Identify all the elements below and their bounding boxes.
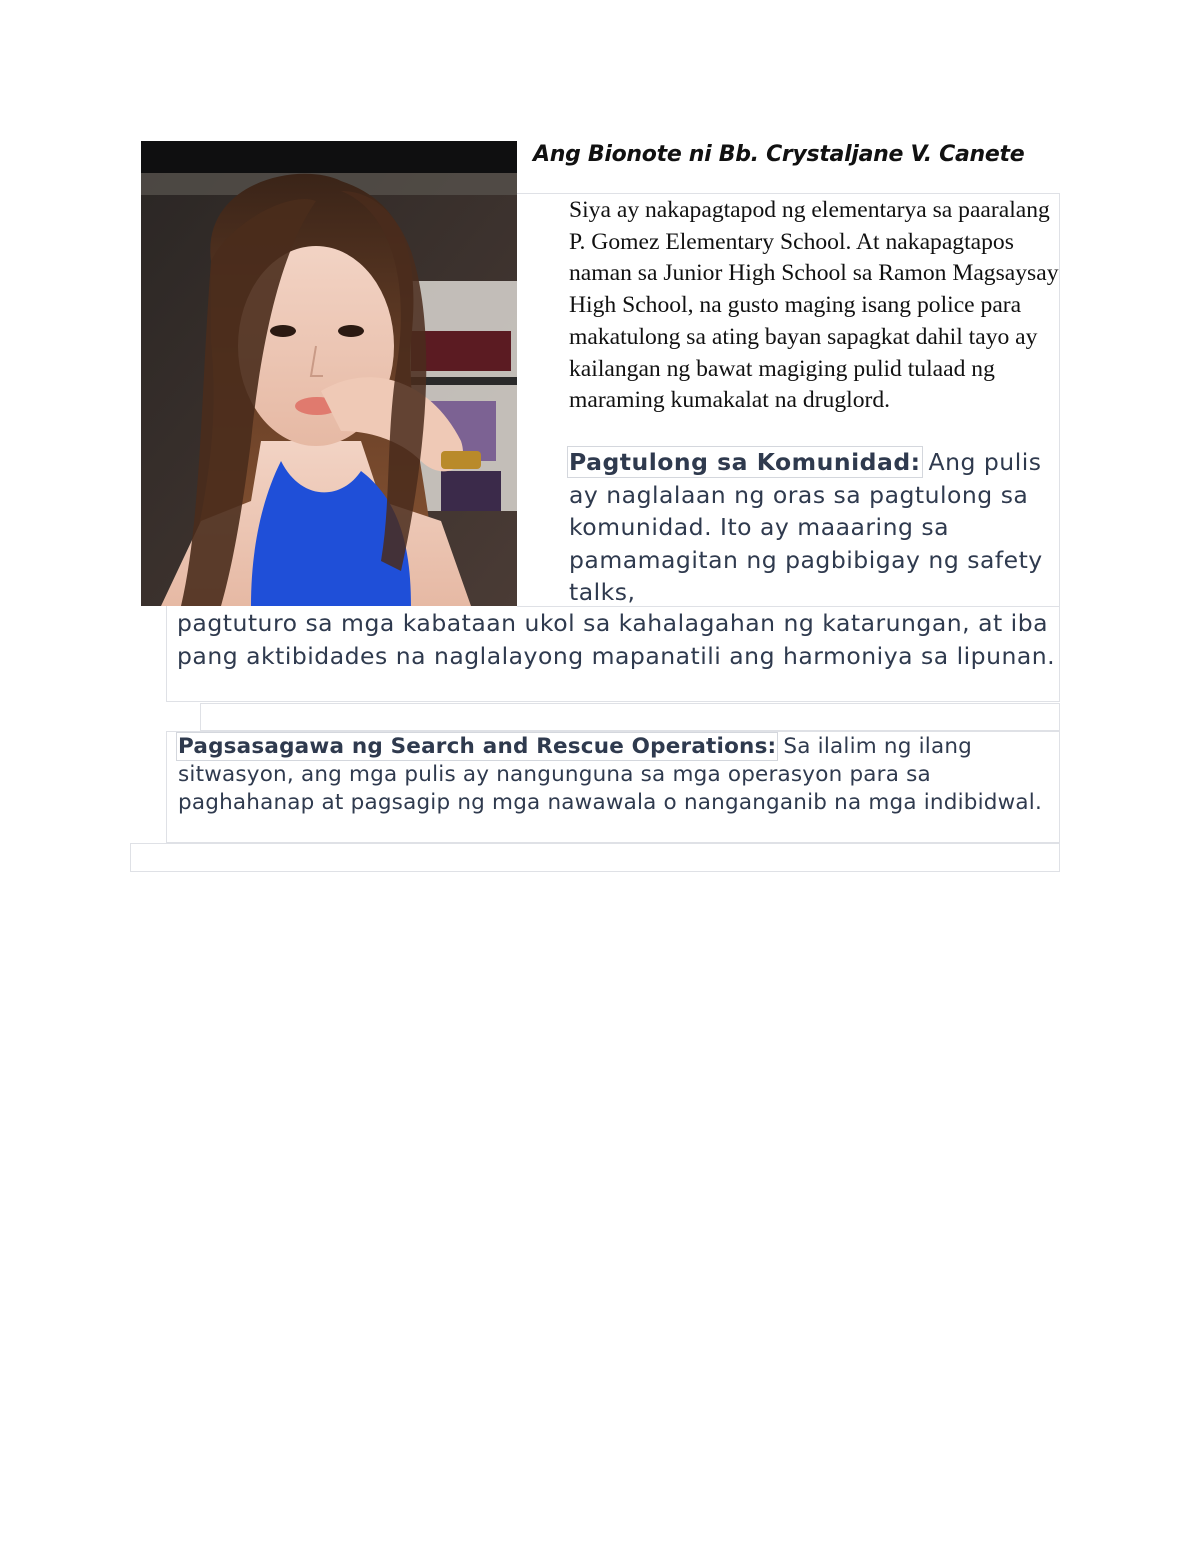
spacer-frame [200, 703, 1060, 731]
portrait-photo [141, 141, 517, 606]
community-section-top [569, 446, 1049, 609]
community-text-bottom: pagtuturo sa mga kabataan ukol sa kahalagahan ng katarungan, at iba pang aktibidades na naglalayong mapanatili ang harmoniya sa lipunan. [177, 609, 1056, 670]
community-heading: Pagtulong sa Komunidad: [569, 448, 921, 476]
bio-text: Siya ay nakapagtapod ng elementarya sa paaralang P. Gomez Elementary School. At nakapagtapos naman sa Junior High School sa Ramon Magsaysay High School, na gusto maging isang police para makatulong sa ating bayan sapagkat dahil tayo ay kailangan ng bawat magiging pulid tulaad ng maraming kumakalat na druglord. [569, 197, 1059, 414]
bio-paragraph [569, 195, 1059, 417]
community-section-bottom [177, 607, 1057, 672]
portrait-illustration [141, 141, 517, 606]
bottom-frame [130, 843, 1060, 872]
document-title: Ang Bionote ni Bb. Crystaljane V. Canete [533, 142, 1025, 167]
rescue-section [178, 733, 1048, 817]
rescue-heading: Pagsasagawa ng Search and Rescue Operations: [178, 734, 777, 759]
community-text-top: Ang pulis ay naglalaan ng oras sa pagtulong sa komunidad. Ito ay maaaring sa pamamagitan ng pagbibigay ng safety talks, [569, 448, 1043, 606]
rescue-text: Sa ilalim ng ilang sitwasyon, ang mga pulis ay nangunguna sa mga operasyon para sa paghahanap at pagsagip ng mga nawawala o nanganganib na mga indibidwal. [178, 734, 1043, 815]
